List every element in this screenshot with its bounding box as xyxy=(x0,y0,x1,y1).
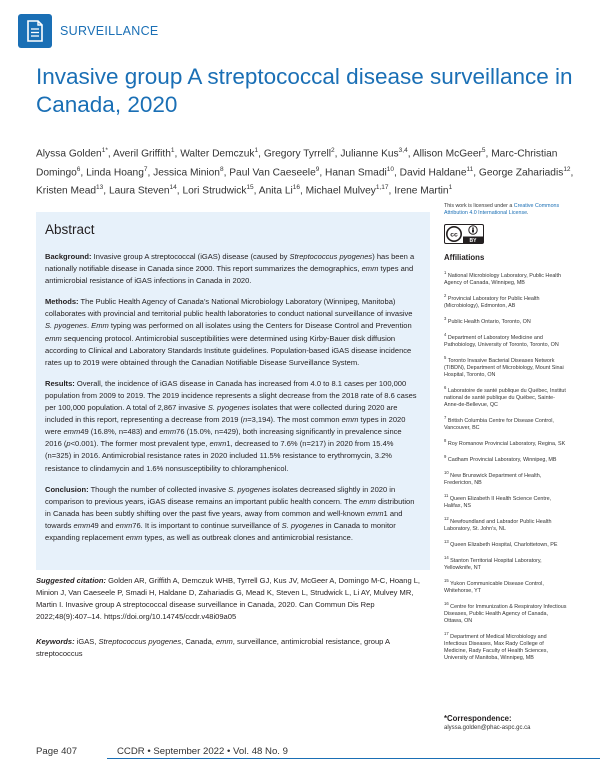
author-affiliation-ref: 3,4 xyxy=(398,147,408,154)
correspondence xyxy=(444,714,568,731)
author-affiliation-ref: 2 xyxy=(331,147,335,154)
affiliation-item: $^7$ British Columbia Centre for Disease Control, Vancouver, BC xyxy=(444,415,554,432)
abstract-heading: Abstract xyxy=(45,222,95,237)
keywords: Keywords: iGAS, Streptococcus pyogenes, Canada, emm, surveillance, antimicrobial resistance, group A streptococcus xyxy=(36,637,390,658)
author-corresponding-mark: * xyxy=(105,147,108,154)
abstract-background: Background: Invasive group A streptococcal (iGAS) disease (caused by Streptococcus pyogenes) has been a nationally notifiable disease in Canada since 2000. This report summarizes the demographics, emm types and antimicrobial resistance of iGAS infections in Canada in 2020. xyxy=(45,252,415,286)
section-header xyxy=(18,14,159,48)
author: Averil Griffith xyxy=(112,148,171,160)
author: Alyssa Golden xyxy=(36,148,102,160)
author-affiliation-ref: 9 xyxy=(315,165,320,173)
abstract-methods: Methods: The Public Health Agency of Canada’s National Microbiology Laboratory (Winnipeg, Manitoba) collaborates with provincial and territorial public health laboratories to conduct national surveillance of invasive S. pyogenes. Emm typing was performed on all isolates using the Centers for Disease Control and Prevention emm sequencing protocol. Antimicrobial susceptibilities were determined using Kirby-Bauer disk diffusion according to Clinical and Laboratory Standards Institute guidelines. Population-based iGAS disease incidence rates up to 2019 were obtained through the Canadian Notifiable Disease Surveillance System. xyxy=(45,297,413,367)
author-affiliation-ref: 6 xyxy=(76,165,81,173)
page-number: Page 407 xyxy=(36,746,78,757)
license-link[interactable]: Creative Commons Attribution 4.0 International License xyxy=(444,203,560,217)
author: Walter Demczuk xyxy=(180,148,255,160)
section-label: SURVEILLANCE xyxy=(60,24,159,38)
author-affiliation-ref: 5 xyxy=(481,147,486,154)
author-affiliation-ref: 12 xyxy=(563,165,571,173)
affiliation-item: $^3$ Public Health Ontario, Toronto, ON xyxy=(444,316,531,326)
svg-text:BY: BY xyxy=(469,238,477,245)
author-affiliation-ref: 7 xyxy=(143,165,148,173)
author: Jessica Minion xyxy=(153,166,220,178)
cc-by-license-icon[interactable] xyxy=(444,224,484,244)
svg-text:cc: cc xyxy=(450,231,458,239)
affiliation-item: $^5$ Toronto Invasive Bacterial Diseases Network (TIBDN), Department of Microbiology, Mount Sinai Hospital, Toronto, ON xyxy=(444,355,564,379)
affiliation-item: $^{12}$ Newfoundland and Labrador Public Health Laboratory, St. John’s, NL xyxy=(444,516,552,533)
author: Gregory Tyrrell xyxy=(263,148,332,160)
affiliation-item: $^9$ Cadham Provincial Laboratory, Winnipeg, MB xyxy=(444,454,557,464)
author-affiliation-ref: 14 xyxy=(169,184,177,192)
document-icon xyxy=(18,14,52,48)
author-affiliation-ref: 15 xyxy=(246,184,254,192)
author-affiliation-ref: 1 xyxy=(448,184,453,192)
author: Allison McGeer xyxy=(412,148,482,160)
license-statement: This work is licensed under a Creative Commons Attribution 4.0 International License. xyxy=(444,203,560,217)
author: Irene Martin xyxy=(394,185,449,197)
author-affiliation-ref: 8 xyxy=(219,165,224,173)
affiliation-item: $^1$ National Microbiology Laboratory, Public Health Agency of Canada, Winnipeg, MB xyxy=(444,270,562,287)
author-affiliation-ref: 16 xyxy=(292,184,300,192)
author: Kristen Mead xyxy=(36,185,97,197)
affiliation-item: $^{17}$ Department of Medical Microbiology and Infectious Diseases, Max Rady College of Medicine, Rady Faculty of Health Sciences, University of Manitoba, Winnipeg, MB xyxy=(444,631,548,662)
author-list: Alyssa Golden$^{1*}$, Averil Griffith$^1$, Walter Demczuk$^1$, Gregory Tyrrell$^2$, Julianne Kus$^{3,4}$, Allison McGeer$^5$, Marc-Christian Domingo$^6$, Linda Hoang$^7$, Jessica Minion$^8$, Paul Van Caeseele$^9$, Hanan Smadi$^{10}$, David Haldane$^{11}$, George Zahariadis$^{12}$, Kristen Mead$^{13}$, Laura Steven$^{14}$, Lori Strudwick$^{15}$, Anita Li$^{16}$, Michael Mulvey$^{1,17}$, Irene Martin$^1$ xyxy=(36,147,574,197)
author: Hanan Smadi xyxy=(325,166,387,178)
affiliation-list xyxy=(444,269,568,662)
author: Michael Mulvey xyxy=(305,185,376,197)
affiliation-item: $^{16}$ Centre for Immunization & Respiratory Infectious Diseases, Public Health Agency of Canada, Ottawa, ON xyxy=(444,600,567,624)
author-affiliation-ref: 1 xyxy=(254,147,259,154)
affiliation-item: $^{13}$ Queen Elizabeth Hospital, Charlottetown, PE xyxy=(444,539,558,548)
author: George Zahariadis xyxy=(478,166,564,178)
article-title: Invasive group A streptococcal disease surveillance in Canada, 2020 xyxy=(36,64,573,117)
affiliation-item: $^8$ Roy Romanow Provincial Laboratory, Regina, SK xyxy=(444,438,566,448)
affiliation-item: $^4$ Department of Laboratory Medicine and Pathobiology, University of Toronto, Toronto, ON xyxy=(444,332,559,349)
author: Marc-Christian Domingo xyxy=(36,148,558,178)
author-affiliation-ref: 1,17 xyxy=(375,184,389,192)
abstract-box xyxy=(36,212,430,570)
author-affiliation-ref: 1 xyxy=(101,147,106,154)
correspondence-email[interactable]: alyssa.golden@phac-aspc.gc.ca xyxy=(444,725,531,731)
journal-info: CCDR • September 2022 • Vol. 48 No. 9 xyxy=(117,746,288,757)
page-footer xyxy=(0,746,600,776)
author-affiliation-ref: 13 xyxy=(96,184,104,192)
author-affiliation-ref: 10 xyxy=(386,165,394,173)
author-affiliation-ref: 1 xyxy=(170,147,175,154)
suggested-citation: Suggested citation: Golden AR, Griffith A, Demczuk WHB, Tyrrell GJ, Kus JV, McGeer A, Domingo M-C, Hoang L, Minion J, Van Caeseele P, Smadi H, Haldane D, Zahariadis G, Mead K, Steven L, Strudwick L, Li AY, Mulvey MR, Martin I. Invasive group A streptococcal disease surveillance in Canada, 2020. Can Commun Dis Rep 2022;48(9):407–14. https://doi.org/10.14745/ccdr.v48i09a05 xyxy=(36,576,421,621)
sidebar xyxy=(444,203,568,667)
affiliation-item: $^{11}$ Queen Elizabeth II Health Science Centre, Halifax, NS xyxy=(444,493,552,510)
affiliation-item: $^2$ Provincial Laboratory for Public Health (Microbiology), Edmonton, AB xyxy=(444,293,540,310)
affiliation-item: $^{10}$ New Brunswick Department of Health, Fredericton, NB xyxy=(444,470,542,487)
abstract-conclusion: Conclusion: Though the number of collected invasive S. pyogenes isolates decreased slightly in 2020 in comparison to previous years, iGAS disease remains an important public health concern. The emm distribution in Canada has been subtly shifting over the past five years, away from common and well-known emm1 and towards emm49 and emm76. It is important to continue surveillance of S. pyogenes in Canada to monitor expanding replacement emm types, as well as outbreak clones and antimicrobial resistance. xyxy=(45,484,415,542)
author: Linda Hoang xyxy=(86,166,144,178)
author-affiliation-ref: 11 xyxy=(466,165,474,173)
affiliation-item: $^{15}$ Yukon Communicable Disease Control, Whitehorse, YT xyxy=(444,578,544,594)
author: Lori Strudwick xyxy=(182,185,247,197)
affiliation-item: $^{14}$ Stanton Territorial Hospital Laboratory, Yellowknife, NT xyxy=(444,555,542,571)
author: David Haldane xyxy=(399,166,467,178)
correspondence-label: *Correspondence: xyxy=(444,714,512,723)
author: Laura Steven xyxy=(108,185,170,197)
abstract-results: Results: Overall, the incidence of iGAS disease in Canada has increased from 4.0 to 8.1 cases per 100,000 population from 2009 to 2019. The 2019 incidence represents a slight decrease from the 2018 rate of 8.6 cases per 100,000 population. A total of 2,867 invasive S. pyogenes isolates that were collected during 2020 are included in this report, representing a decrease from 2019 (n=3,194). The most common emm types in 2020 were emm49 (16.8%, n=483) and emm76 (15.0%, n=429), both increasing significantly in prevalence since 2016 (p<0.001). The former most prevalent type, emm1, decreased to 7.6% (n=217) in 2020 from 15.4% (n=325) in 2016. Antimicrobial resistance rates in 2020 included 11.5% resistance to erythromycin, 3.2% resistance to clindamycin and 1.6% nonsusceptibility to chloramphenicol. xyxy=(45,378,417,473)
author: Paul Van Caeseele xyxy=(229,166,316,178)
affiliation-item: $^6$ Laboratoire de santé publique du Québec, Institut national de santé publique du Québec, Sainte-Anne-de-Bellevue, QC xyxy=(444,385,566,409)
author: Julianne Kus xyxy=(340,148,399,160)
footer-rule xyxy=(107,758,600,759)
author: Anita Li xyxy=(258,185,293,197)
affiliations-heading: Affiliations xyxy=(444,253,485,263)
